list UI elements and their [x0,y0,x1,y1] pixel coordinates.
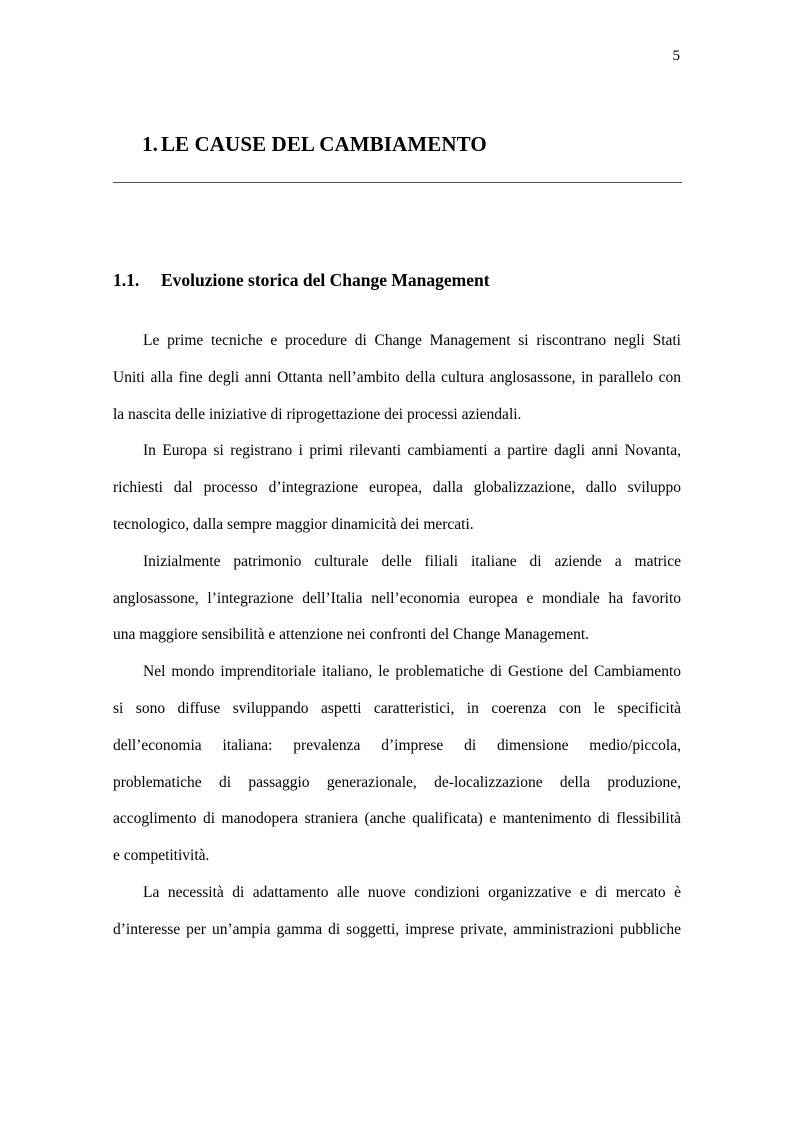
paragraph-line: Nel mondo imprenditoriale italiano, le problematiche di Gestione del Cambiamento [143,663,681,681]
paragraph [113,323,681,433]
paragraph-line: accoglimento di manodopera straniera (anche qualificata) e mantenimento di flessibilità [113,810,681,828]
body-text [113,323,681,949]
paragraph [113,433,681,543]
paragraph-line: problematiche di passaggio generazionale, de-localizzazione della produzione, [113,773,681,791]
paragraph-line: dell’economia italiana: prevalenza d’imprese di dimensione medio/piccola, [113,736,681,754]
chapter-number: 1. [142,132,158,156]
paragraph [113,654,681,875]
paragraph-line: Le prime tecniche e procedure di Change Management si riscontrano negli Stati [143,332,681,349]
page-number: 5 [672,48,680,64]
section-title-text: Evoluzione storica del Change Management [161,270,490,290]
paragraph-line: si sono diffuse sviluppando aspetti caratteristici, in coerenza con le specificità [113,699,681,717]
chapter-divider [113,182,682,183]
paragraph-line: la nascita delle iniziative di riprogettazione dei processi aziendali. [113,405,522,423]
paragraph-line: In Europa si registrano i primi rilevanti cambiamenti a partire dagli anni Novanta, [143,442,681,460]
section-title [113,270,490,291]
paragraph-line: Uniti alla fine degli anni Ottanta nell’ambito della cultura anglosassone, in parallelo con [113,368,681,386]
paragraph-line: e competitività. [113,847,210,865]
chapter-title-text: LE CAUSE DEL CAMBIAMENTO [160,132,487,156]
paragraph-line: d’interesse per un’ampia gamma di soggetti, imprese private, amministrazioni pubbliche [113,920,681,938]
paragraph-line: La necessità di adattamento alle nuove condizioni organizzative e di mercato è [143,883,681,901]
paragraph [113,544,681,654]
paragraph-line: tecnologico, dalla sempre maggior dinamicità dei mercati. [113,515,474,533]
paragraph-line: una maggiore sensibilità e attenzione nei confronti del Change Management. [113,626,590,644]
paragraph-line: anglosassone, l’integrazione dell’Italia nell’economia europea e mondiale ha favorito [113,589,681,607]
section-number: 1.1. [113,270,140,290]
paragraph [113,875,681,949]
paragraph-line: richiesti dal processo d’integrazione europea, dalla globalizzazione, dallo sviluppo [113,479,681,497]
chapter-title [142,132,487,157]
paragraph-line: Inizialmente patrimonio culturale delle filiali italiane di aziende a matrice [143,552,681,570]
